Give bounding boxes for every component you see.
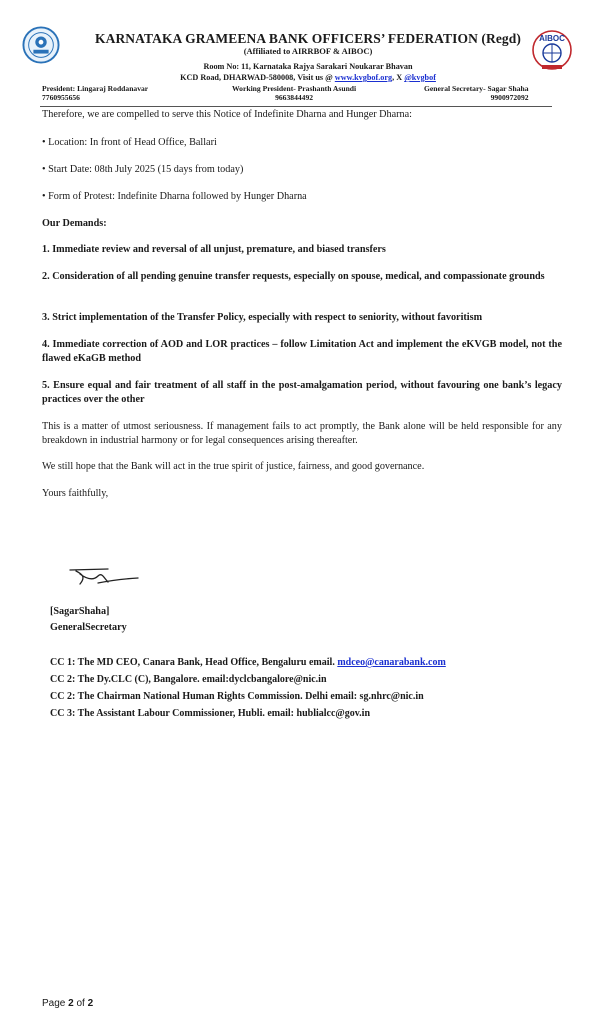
page-current: 2 [68,998,74,1009]
address-text: KCD Road, DHARWAD-580008, Visit us @ [180,73,335,82]
general-secretary-title: General Secretary- Sagar Shaha [424,84,529,93]
aiboc-logo-icon [530,28,574,74]
president-title: President: Lingaraj Roddanavar [42,84,149,93]
demand-item-2: 2. Consideration of all pending genuine transfer requests, especially on spouse, medical, and compassionate grounds [42,271,545,282]
general-secretary-block [424,84,529,102]
president-phone: 7760955656 [42,93,80,102]
office-address-line [88,73,528,82]
x-handle-link[interactable]: @kvgbof [404,73,436,82]
cc-item-4: CC 3: The Assistant Labour Commissioner, Hubli. email: hublialcc@gov.in [50,708,370,719]
website-link[interactable]: www.kvgbof.org [334,73,393,82]
cc-item-1 [50,656,570,669]
cc-item-1-text: CC 1: The MD CEO, Canara Bank, Head Office, Bengaluru email. [50,657,338,668]
office-room-line: Room No: 11, Karnataka Rajya Sarakari Noukarar Bhavan [203,62,413,71]
letterhead-divider [40,106,552,107]
page-number [42,998,93,1009]
working-president-title: Working President- Prashanth Asundi [232,84,357,93]
seriousness-paragraph: This is a matter of utmost seriousness. If management fails to act promptly, the Bank alone will be held responsible for any breakdown in industrial harmony or for legal consequences arising thereafter. [42,421,562,446]
demand-item-1: 1. Immediate review and reversal of all unjust, premature, and biased transfers [42,244,386,255]
signatory-name: [SagarShaha] [50,606,110,617]
demand-item-3: 3. Strict implementation of the Transfer Policy, especially with respect to seniority, without favoritism [42,312,483,323]
cc-item-2: CC 2: The Dy.CLC (C), Bangalore. email:dyclcbangalore@nic.in [50,674,327,685]
page-prefix: Page [42,998,69,1009]
intro-paragraph: Therefore, we are compelled to serve this Notice of Indefinite Dharna and Hunger Dharna: [42,109,412,120]
demand-item-5: 5. Ensure equal and fair treatment of all staff in the post-amalgamation period, without favouring one bank’s legacy practices over the other [42,380,562,405]
cc-item-3: CC 2: The Chairman National Human Rights Commission. Delhi email: sg.nhrc@nic.in [50,691,424,702]
signature-icon [68,564,140,588]
page-of: of [73,998,88,1009]
signatory-designation: GeneralSecretary [50,622,127,633]
page-total: 2 [87,998,94,1009]
bullet-protest-form: • Form of Protest: Indefinite Dharna followed by Hunger Dharna [42,191,307,202]
demand-item-4: 4. Immediate correction of AOD and LOR practices – follow Limitation Act and implement the eKVGB model, not the flawed eKaGB method [42,339,562,364]
federation-title: KARNATAKA GRAMEENA BANK OFFICERS’ FEDERATION (Regd) [95,31,521,46]
affiliation-line: (Affiliated to AIRRBOF & AIBOC) [243,46,373,56]
address-separator: , X [392,73,405,82]
cc-item-1-email-link[interactable]: mdceo@canarabank.com [337,657,446,668]
general-secretary-phone: 9900972092 [490,93,529,102]
bullet-start-date: • Start Date: 08th July 2025 (15 days from today) [42,164,244,175]
federation-logo-icon [22,26,60,64]
closing-salutation: Yours faithfully, [42,488,109,499]
svg-text:AIBOC: AIBOC [539,34,565,43]
hope-paragraph: We still hope that the Bank will act in the true spirit of justice, fairness, and good governance. [42,461,425,472]
bullet-location: • Location: In front of Head Office, Ballari [42,137,217,148]
working-president-phone: 9663844492 [275,93,314,102]
president-block [42,84,148,102]
working-president-block [232,84,356,102]
demands-heading: Our Demands: [42,218,107,229]
